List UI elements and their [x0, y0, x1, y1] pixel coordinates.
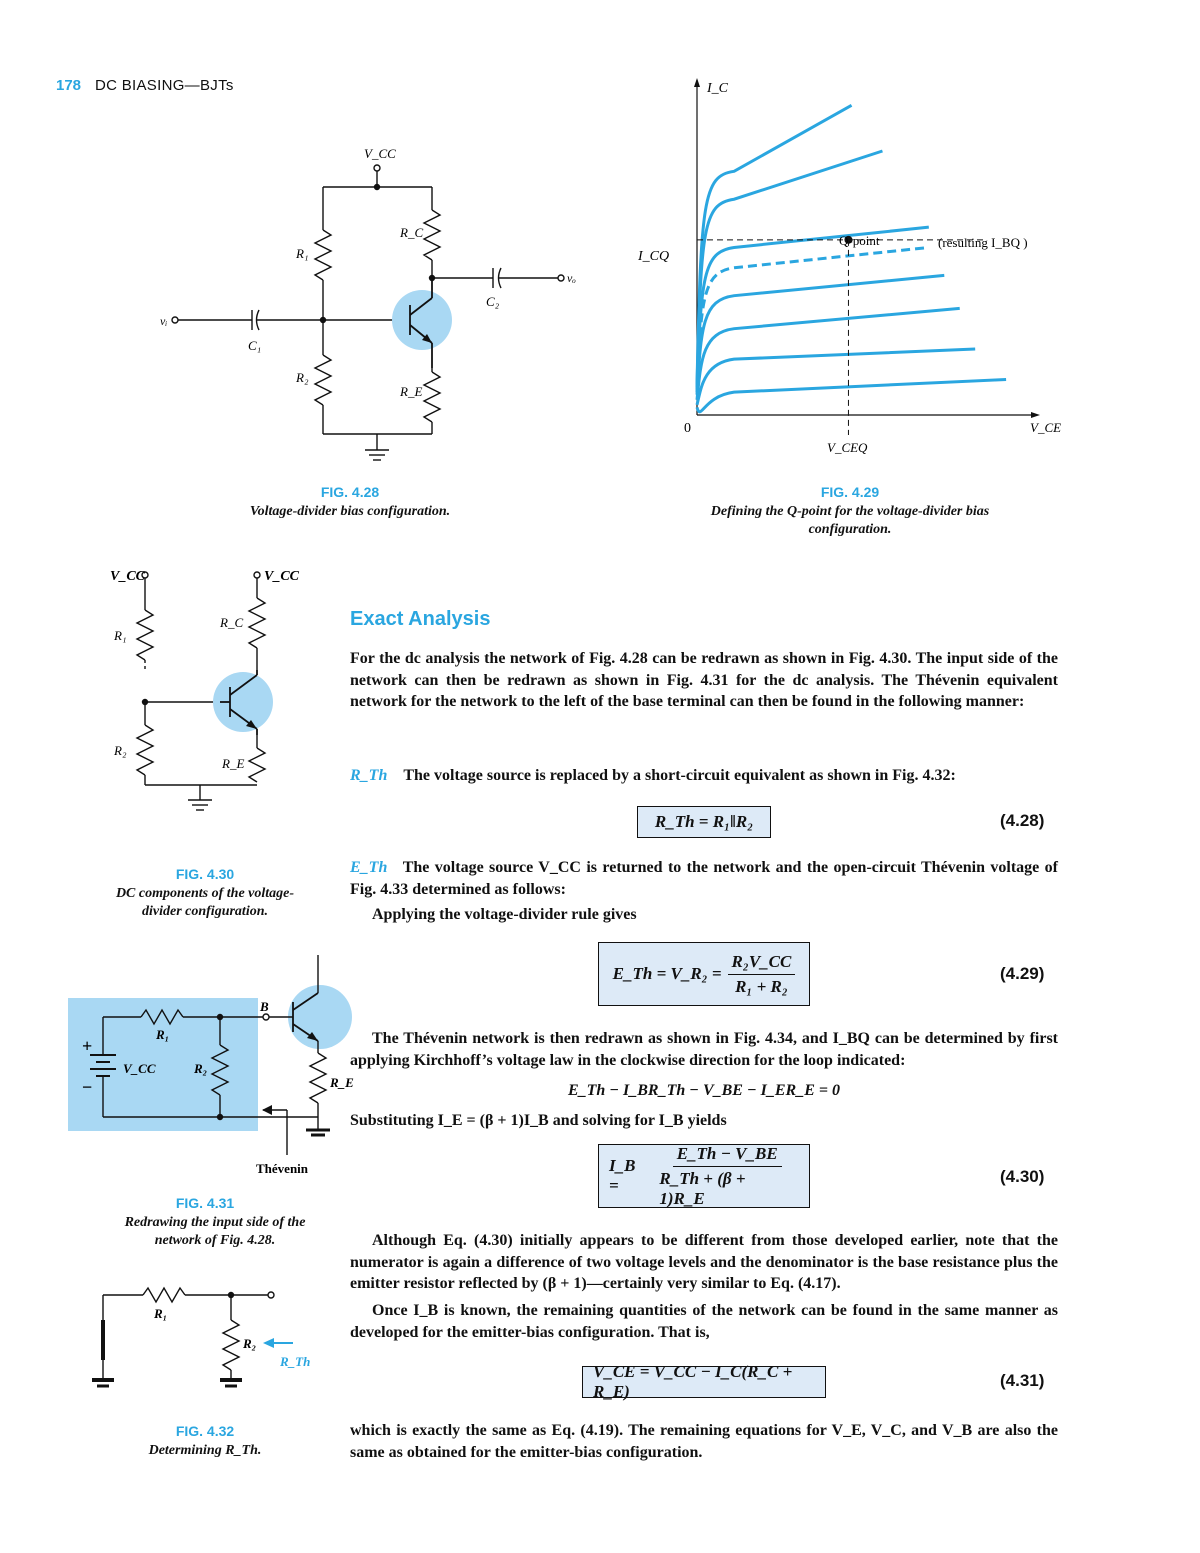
fig-4-31-caption-2: network of Fig. 4.28.: [154, 1233, 276, 1248]
eq430-lhs: I_B =: [609, 1156, 636, 1195]
fig-4-32-caption: Determining R_Th.: [148, 1443, 262, 1458]
fig31-vcc-label: V_CC: [123, 1061, 156, 1076]
rth-text: The voltage source is replaced by a short-circuit equivalent as shown in Fig. 4.32:: [403, 767, 956, 784]
fig29-vce-label: V_CE: [1030, 420, 1062, 435]
section-heading: Exact Analysis: [350, 608, 491, 630]
eq429-lhs: E_Th = V_R₂ =: [612, 964, 722, 983]
paragraph-3: Although Eq. (4.30) initially appears to be different from those developed earlier, note that the numerator is again a difference of two voltage levels and the denominator is the base resistance plus the emitter resistor reflected by (β + 1)—certainly very similar to Eq. (4.17).: [350, 1232, 1058, 1292]
fig-4-30-caption-1: DC components of the voltage-: [115, 886, 295, 901]
fig-4-32-number: FIG. 4.32: [175, 1423, 235, 1439]
equation-4-30-number: (4.30): [1000, 1167, 1045, 1186]
equation-4-28-number: (4.28): [1000, 811, 1045, 830]
ic-curve-5: [697, 247, 929, 392]
fig-4-30-number: FIG. 4.30: [175, 866, 235, 882]
fig-4-31-circuit: [68, 955, 368, 1185]
eth-symbol: E_Th: [350, 859, 388, 876]
fig30-r1: R₁: [114, 628, 127, 643]
fig29-origin-label: 0: [684, 421, 691, 436]
fig-4-28-number: FIG. 4.28: [320, 484, 380, 500]
equation-4-31: V_CE = V_CC − I_C(R_C + R_E): [582, 1366, 826, 1398]
fig29-vceq-label: V_CEQ: [827, 440, 868, 455]
equation-4-30: [598, 1144, 810, 1208]
fig28-re-label: R_E: [400, 384, 423, 399]
fig28-vi-label: vᵢ: [160, 314, 168, 328]
fig-4-28-caption: Voltage-divider bias configuration.: [249, 504, 451, 519]
ic-curve-2: [697, 349, 975, 405]
fig-4-31-number: FIG. 4.31: [175, 1195, 235, 1211]
fig-4-31-caption-1: Redrawing the input side of the: [124, 1215, 306, 1230]
fig30-r2: R₂: [114, 743, 127, 758]
paragraph-4: Once I_B is known, the remaining quantities of the network can be found in the same manner as developed for the emitter-bias configuration. That is,: [350, 1302, 1058, 1341]
fig-4-29-caption-1: Defining the Q-point for the voltage-divider bias: [710, 504, 990, 519]
equation-4-31-number: (4.31): [1000, 1371, 1045, 1390]
fig-4-29-caption-2: configuration.: [808, 522, 892, 537]
fig-4-29-chart: [620, 75, 1080, 475]
fig28-vo-label: vₒ: [567, 271, 576, 285]
kvl-equation: E_Th − I_BR_Th − V_BE − I_ER_E = 0: [567, 1082, 841, 1099]
eq430-denominator: R_Th + (β + 1)R_E: [659, 1168, 746, 1208]
fig32-r1-label: R₁: [154, 1306, 168, 1321]
fig28-c2-label: C₂: [486, 294, 500, 309]
fig31-thevenin-label: Thévenin: [256, 1161, 309, 1176]
eth-paragraph: [350, 857, 1058, 900]
equation-4-28: R_Th = R₁‖R₂: [637, 806, 771, 838]
fig30-re: R_E: [222, 756, 245, 771]
eq429-denominator: R₁ + R₂: [735, 976, 788, 996]
ic-curve-8: [697, 105, 852, 384]
rth-symbol: R_Th: [350, 767, 388, 784]
eth-text: The voltage source V_CC is returned to the network and the open-circuit Thévenin voltage of Fig. 4.33 determined as follows:: [350, 859, 1059, 898]
eq429-numerator: R₂V_CC: [728, 952, 796, 975]
fig30-vcc-left: V_CC: [110, 569, 146, 584]
fig29-qpoint-label: Q-point: [839, 233, 880, 248]
fig31-plus: +: [82, 1036, 93, 1056]
fig-4-32-circuit: [88, 1280, 318, 1410]
fig-4-29-number: FIG. 4.29: [820, 484, 880, 500]
ic-curve-1: [697, 379, 1006, 411]
rth-line: [350, 765, 1058, 787]
fig31-b-label: B: [260, 999, 269, 1014]
paragraph-1: For the dc analysis the network of Fig. 4.28 can be redrawn as shown in Fig. 4.30. The input side of the network can then be redrawn as shown in Fig. 4.31 for the dc analysis. The Thévenin equivalent network for the network to the left of the base terminal can then be found in the following manner:: [350, 650, 1058, 710]
fig29-ic-label: I_C: [707, 81, 728, 96]
fig-4-30-circuit: [100, 560, 330, 820]
fig28-vcc-label: V_CC: [364, 146, 396, 161]
ic-curve-4: [697, 275, 944, 394]
paragraph-5: which is exactly the same as Eq. (4.19). The remaining equations for V_E, V_C, and V_B are also the same as obtained for the emitter-bias configuration.: [350, 1422, 1058, 1461]
fig31-r2-label: R₂: [194, 1061, 208, 1076]
fig-4-30-caption-2: divider configuration.: [141, 904, 268, 919]
fig28-r2-label: R₂: [296, 370, 309, 385]
fig28-rc-label: R_C: [400, 225, 424, 240]
running-head: DC BIASING—BJTs: [95, 77, 234, 94]
fig29-resulting-label: (resulting I_BQ ): [938, 235, 1028, 250]
fig30-rc: R_C: [220, 615, 244, 630]
fig28-c1-label: C₁: [248, 338, 262, 353]
fig32-r2-label: R₂: [243, 1336, 257, 1351]
thevenin-box: [68, 998, 258, 1131]
fig30-vcc-right: V_CC: [264, 569, 300, 584]
paragraph-2: The Thévenin network is then redrawn as shown in Fig. 4.34, and I_BQ can be determined by first applying Kirchhoff’s voltage law in the clockwise direction for the loop indicated:: [350, 1030, 1058, 1069]
fig-4-28-circuit: [160, 140, 600, 470]
page-number: 178: [56, 77, 82, 94]
fig31-r1-label: R₁: [156, 1027, 170, 1042]
eq430-numerator: E_Th − V_BE: [673, 1144, 782, 1167]
fig31-minus: −: [82, 1077, 93, 1097]
equation-4-29: [598, 942, 810, 1006]
fig32-rth-label: R_Th: [280, 1354, 311, 1369]
applying-line: Applying the voltage-divider rule gives: [372, 906, 637, 923]
fig31-re-label: R_E: [330, 1075, 354, 1090]
equation-4-29-number: (4.29): [1000, 964, 1045, 983]
substitution-line: Substituting I_E = (β + 1)I_B and solving for I_B yields: [350, 1112, 727, 1129]
fig28-r1-label: R₁: [296, 246, 309, 261]
fig29-icq-label: I_CQ: [638, 249, 670, 264]
